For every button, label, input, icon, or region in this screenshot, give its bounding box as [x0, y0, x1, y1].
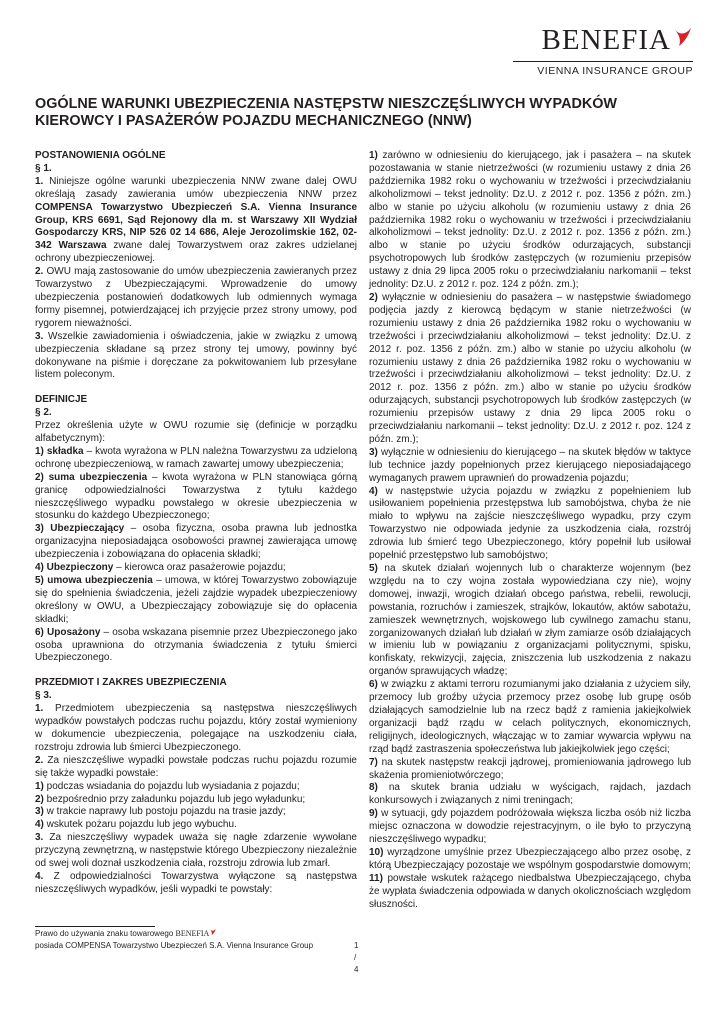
- section-heading: PRZEDMIOT I ZAKRES UBEZPIECZENIA: [35, 677, 227, 689]
- section-heading: DEFINICJE: [35, 394, 88, 406]
- list-item: 1) zarówno w odniesieniu do kierującego, jak i pasażera – na skutek pozostawania w stanie nietrzeźwości (w rozumieniu ustawy z dnia 26 października 1982 roku o wychowaniu w trzeźwości i przeciwdziałaniu alkoholizmowi – tekst jednolity: Dz.U. z 2012 r. poz. 1356 z późn. zm.) albo w stanie po użyciu alkoholu (w rozumieniu ustawy z dnia 26 października 1982 roku o wychowaniu w trzeźwości i przeciwdziałaniu alkoholizmowi – tekst jednolity: Dz.U. z 2012 r. poz. 1356 z późn. zm.) albo w stanie po użyciu środków odurzających, substancji psychotropowych lub środków zastępczych (w rozumieniu przepisów ustawy z dnia 29 lipca 2005 roku o przeciwdziałaniu narkomanii – tekst jednolity: Dz.U. z 2012 r. poz. 124 z późn. zm.);: [369, 150, 691, 291]
- brand-name: BENEFIA: [541, 24, 671, 56]
- list-item: 2) bezpośrednio przy załadunku pojazdu lub jego wyładunku;: [35, 793, 306, 805]
- list-item: 6) w związku z aktami terroru rozumianymi jako działania z użyciem siły, przemocy lub groźby użycia przemocy przez osobę lub grupę osób działających samodzielnie lub na rzecz bądź z ramienia jakiejkolwiek organizacji bądź rządu w celach politycznych, ekonomicznych, religijnych, ideologicznych, włączając w to zamiar wywarcia wpływu na rząd bądź zastraszenia społeczeństwa lub jakiejkolwiek jego części;: [369, 679, 691, 755]
- list-item: 3) w trakcie naprawy lub postoju pojazdu na trasie jazdy;: [35, 806, 286, 818]
- paragraph: 3. Za nieszczęśliwy wypadek uważa się nagłe zdarzenie wywołane przyczyną zewnętrzną, w następstwie którego Ubezpieczony niezależnie od swej woli doznał uszkodzenia ciała, rozstroju zdrowia lub zmarł.: [35, 832, 357, 870]
- left-column: [35, 150, 357, 897]
- paragraph: 2. Za nieszczęśliwe wypadki powstałe podczas ruchu pojazdu rozumie się także wypadki powstałe:: [35, 754, 357, 779]
- mini-logo: BENEFIA: [175, 929, 210, 938]
- right-column: [369, 150, 691, 911]
- paragraph: 1. Przedmiotem ubezpieczenia są następstwa nieszczęśliwych wypadków powstałych podczas ruchu pojazdu, który został wymieniony w dokumencie ubezpieczenia, polegające na uszkodzeniu ciała, rozstroju zdrowia lub śmierci Ubezpieczonego.: [35, 703, 357, 753]
- brand-group: VIENNA INSURANCE GROUP: [513, 61, 693, 77]
- paragraph-sign: § 2.: [35, 407, 52, 419]
- benefia-logo: [513, 26, 693, 77]
- list-item: 4) wskutek pożaru pojazdu lub jego wybuchu.: [35, 819, 237, 831]
- list-item: 11) powstałe wskutek rażącego niedbalstwa Ubezpieczającego, chyba że wypłata świadczenia odpowiada w danych okolicznościach względom słuszności.: [369, 872, 691, 910]
- definition-item: 1) składka – kwota wyrażona w PLN należna Towarzystwu za udzieloną ochronę ubezpieczeniową, w ramach zawartej umowy ubezpieczenia;: [35, 445, 357, 470]
- paragraph: 2. OWU mają zastosowanie do umów ubezpieczenia zawieranych przez Towarzystwo z Ubezpieczającymi. Wprowadzenie do umowy ubezpieczenia postanowień dodatkowych lub odmiennych wymaga formy pisemnej, potwierdzającej ich przyjęcie przez strony umowy, pod rygorem nieważności.: [35, 266, 357, 329]
- paragraph: 1. Niniejsze ogólne warunki ubezpieczenia NNW zwane dalej OWU określają zasady zawierania umów ubezpieczenia NNW przez COMPENSA Towarzystwo Ubezpieczeń S.A. Vienna Insurance Group, KRS 6691, Sąd Rejonowy dla m. st Warszawy XII Wydział Gospodarczy KRS, NIP 526 02 14 686, Aleje Jerozolimskie 162, 02-342 Warszawa zwane dalej Towarzystwem oraz zakres udzielanej ochrony ubezpieczeniowej.: [35, 175, 358, 265]
- page-number: 1 / 4: [354, 941, 359, 974]
- definition-item: 3) Ubezpieczający – osoba fizyczna, osoba prawna lub jednostka organizacyjna nieposiadająca osobowości prawnej zawierająca umowę ubezpieczenia i zobowiązana do opłacenia składki;: [35, 523, 357, 561]
- footer: [35, 928, 359, 974]
- paragraph-sign: § 3.: [35, 690, 52, 702]
- list-item: 9) w sytuacji, gdy pojazdem podróżowała większa liczba osób niż liczba miejsc oznaczona w dowodzie rejestracyjnym, o ile było to przyczyną nieszczęśliwego wypadku;: [369, 808, 691, 846]
- paragraph: 3. Wszelkie zawiadomienia i oświadczenia, jakie w związku z umową ubezpieczenia składane są przez strony tej umowy, powinny być dokonywane na piśmie i doręczane za pokwitowaniem lub przesyłane listem poleconym.: [35, 330, 357, 381]
- list-item: 2) wyłącznie w odniesieniu do pasażera – w następstwie świadomego podjęcia jazdy z kierowcą będącym w stanie nietrzeźwości (w rozumieniu ustawy z dnia 26 października 1982 roku o wychowaniu w trzeźwości i przeciwdziałaniu alkoholizmowi – tekst jednolity: Dz.U. z 2012 r. poz. 1356 z późn. zm.) albo w stanie po użyciu alkoholu (w rozumieniu ustawy z dnia 26 października 1982 roku o wychowaniu w trzeźwości i przeciwdziałaniu alkoholizmowi – tekst jednolity: Dz.U. z 2012 r. poz. 1356 z późn. zm.) albo w stanie po użyciu środków odurzających, substancji psychotropowych lub środków zastępczych (w rozumieniu przepisów ustawy z dnia 29 lipca 2005 roku o przeciwdziałaniu narkomanii – tekst jednolity: Dz.U. z 2012 r. poz. 124 z późn. zm.);: [369, 291, 691, 445]
- footer-line: Prawo do używania znaku towarowego BENEFIA: [35, 928, 313, 940]
- section-heading: POSTANOWIENIA OGÓLNE: [35, 150, 166, 161]
- definition-item: 5) umowa ubezpieczenia – umowa, w której Towarzystwo zobowiązuje się do spełnienia świadczenia, jeżeli zajdzie wypadek ubezpieczeniowy określony w OWU, a Ubezpieczający zobowiązuje się do opłacenia składki;: [35, 575, 357, 625]
- list-item: 7) na skutek następstw reakcji jądrowej, promieniowania jądrowego lub skażenia promieniotwórczego;: [369, 756, 691, 781]
- list-item: 4) w następstwie użycia pojazdu w związku z popełnieniem lub usiłowaniem popełnienia przestępstwa lub samobójstwa, chyba że nie miało to wpływu na zajście nieszczęśliwego wypadku, przy czym Towarzystwo nie odpowiada jedynie za uszkodzenia ciała, rozstrój zdrowia lub śmierć tego Ubezpieczonego, który popełnił lub usiłował popełnić przestępstwo lub samobójstwo;: [369, 485, 691, 562]
- paragraph-sign: § 1.: [35, 162, 52, 174]
- benefia-mark-icon: [673, 26, 693, 48]
- definition-item: 4) Ubezpieczony – kierowca oraz pasażerowie pojazdu;: [35, 562, 286, 574]
- mini-mark-icon: [209, 928, 217, 936]
- list-item: 10) wyrządzone umyślnie przez Ubezpieczającego albo przez osobę, z którą Ubezpieczający pozostaje we wspólnym gospodarstwie domowym;: [369, 846, 691, 871]
- paragraph: Przez określenia użyte w OWU rozumie się (definicje w porządku alfabetycznym):: [35, 420, 357, 445]
- list-item: 8) na skutek brania udziału w wyścigach, rajdach, jazdach konkursowych i związanych z nimi treningach;: [369, 782, 691, 807]
- definition-item: 2) suma ubezpieczenia – kwota wyrażona w PLN stanowiąca górną granicę odpowiedzialności Towarzystwa z tytułu każdego nieszczęśliwego wypadku powstałego w okresie ubezpieczenia w stosunku do każdego Ubezpieczonego;: [35, 471, 357, 522]
- document-title: OGÓLNE WARUNKI UBEZPIECZENIA NASTĘPSTW NIESZCZĘŚLIWYCH WYPADKÓW KIEROWCY I PASAŻERÓW POJAZDU MECHANICZNEGO (NNW): [35, 96, 618, 129]
- list-item: 5) na skutek działań wojennych lub o charakterze wojennym (bez względu na to czy wojna została wypowiedziana czy nie), wojny domowej, inwazji, wrogich działań obcego państwa, rebelii, rewolucji, powstania, rozruchów i zamieszek, strajków, lokautów, aktów sabotażu, zamieszek wewnętrznych, wojskowego lub cywilnego zamachu stanu, zorganizowanych działań lub działań w złym zamiarze osób działających w imieniu lub w powiązaniu z organizacjami politycznymi, spisku, konfiskaty, rekwizycji, zajęcia, zniszczenia lub uszkodzenia z nakazu organów sprawujących władzę;: [369, 563, 691, 678]
- definition-item: 6) Uposażony – osoba wskazana pisemnie przez Ubezpieczonego jako osoba uprawniona do otrzymania świadczenia z tytułu śmierci Ubezpieczonego.: [35, 626, 357, 664]
- paragraph: 4. Z odpowiedzialności Towarzystwa wyłączone są następstwa nieszczęśliwych wypadków, jeśli wypadki te powstały:: [35, 870, 357, 895]
- list-item: 3) wyłącznie w odniesieniu do kierującego – na skutek błędów w taktyce lub technice jazdy popełnionych przez kierującego nieposiadającego wymaganych prawem uprawnień do prowadzenia pojazdu;: [369, 446, 691, 484]
- footer-line: posiada COMPENSA Towarzystwo Ubezpieczeń S.A. Vienna Insurance Group: [35, 941, 314, 951]
- list-item: 1) podczas wsiadania do pojazdu lub wysiadania z pojazdu;: [35, 780, 300, 792]
- footer-rule: [35, 926, 155, 927]
